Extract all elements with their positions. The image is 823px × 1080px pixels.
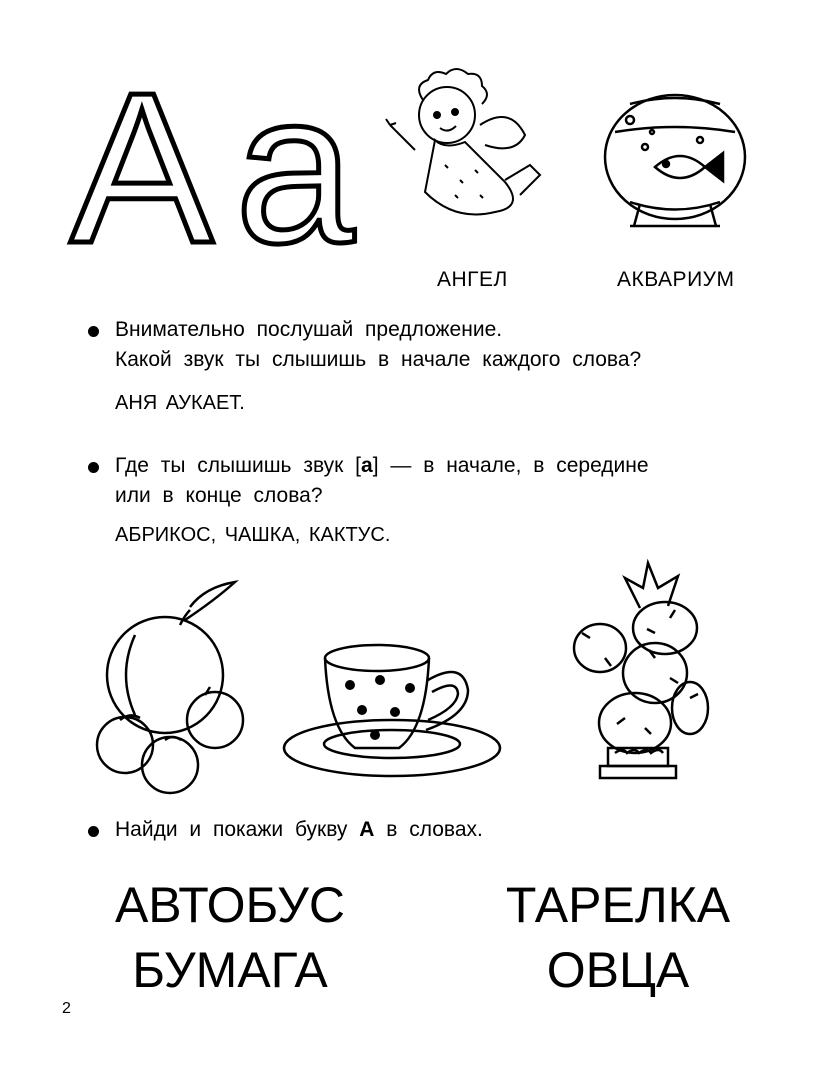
task1-text (115, 315, 641, 375)
task1-example: АНЯ АУКАЕТ. (115, 392, 245, 414)
apricot-icon (95, 580, 250, 795)
cactus-icon (560, 548, 725, 783)
task1-line1: Внимательно послушай предложение. (115, 318, 503, 341)
task1-line2: Какой звук ты слышишь в начале каждого слова? (115, 348, 642, 371)
angel-icon (385, 70, 550, 235)
task2-line1-pre: Где ты слышишь звук [ (115, 454, 362, 477)
word-left-2: БУМАГА (132, 942, 328, 998)
task2-line1-post: ] — в начале, в середине (372, 454, 649, 477)
letter-heading (70, 47, 370, 288)
bullet (88, 326, 99, 337)
angel-label: АНГЕЛ (437, 268, 508, 291)
letter-lower: а (235, 47, 355, 288)
task3-bold: А (359, 818, 375, 841)
aquarium-icon (600, 92, 750, 237)
task3-pre: Найди и покажи букву (115, 818, 360, 841)
task2-line2: или в конце слова? (115, 484, 323, 507)
word-right-1: ТАРЕЛКА (505, 877, 731, 933)
task2-line1-bold: а (361, 454, 373, 477)
word-right-2: ОВЦА (546, 942, 690, 998)
word-left-1: АВТОБУС (114, 877, 346, 933)
letter-upper: А (70, 47, 214, 288)
task3-text (115, 815, 483, 845)
task2-example: АБРИКОС, ЧАШКА, КАКТУС. (115, 524, 391, 546)
bullet (88, 462, 99, 473)
task3-post: в словах. (374, 818, 483, 841)
bullet (88, 826, 99, 837)
page-number: 2 (62, 1000, 71, 1017)
cup-icon (280, 640, 505, 780)
aquarium-label: АКВАРИУМ (617, 268, 735, 291)
task2-text (115, 451, 649, 511)
task2-line1 (115, 451, 649, 481)
